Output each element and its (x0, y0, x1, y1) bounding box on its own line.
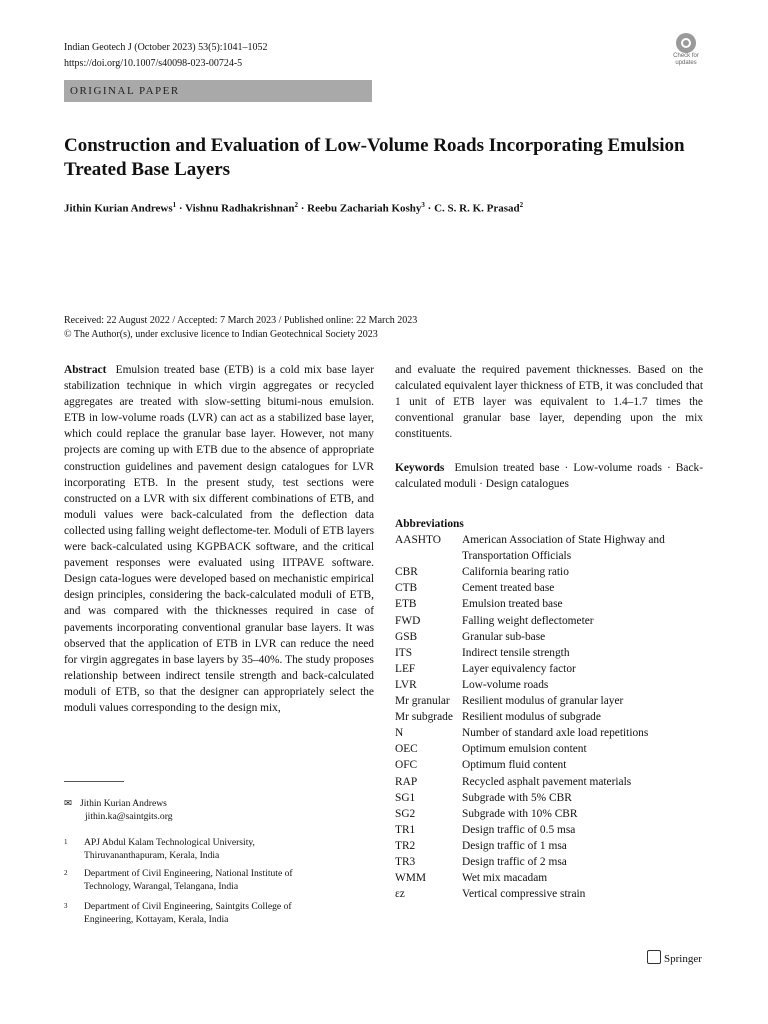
publisher-name: Springer (664, 953, 702, 965)
abbreviation-row (395, 596, 703, 612)
abbreviation-definition: Resilient modulus of subgrade (462, 711, 601, 724)
affiliation-number: 3 (64, 902, 68, 910)
abbreviation-term: CTB (395, 582, 418, 595)
affiliation-number: 1 (64, 838, 68, 846)
abbreviation-definition: Design traffic of 0.5 msa (462, 823, 576, 836)
affiliation-text: Department of Civil Engineering, Saintgits College of Engineering, Kottayam, Kerala, India (84, 901, 292, 925)
author-name[interactable]: Reebu Zachariah Koshy (307, 202, 422, 215)
abbreviations-heading: Abbreviations (395, 518, 464, 530)
affiliation (64, 836, 334, 862)
abbreviation-term: LVR (395, 678, 417, 691)
abbreviation-definition: Emulsion treated base (462, 598, 563, 611)
keywords-label: Keywords (395, 462, 445, 474)
abstract-text: Emulsion treated base (ETB) is a cold mix base layer stabilization technique in which virgin aggregates or recycled aggregates are treated with slow-setting bitumi-nous emulsion. ETB in low-volume roads (LVR) can act as a stabilized base layer, which could replace the granular base layer. However, not many projects are coming up with ETB due to the absence of appropriate construction guidelines and pavement design catalogues for LVR incorporating ETB. In the present study, test sections were constructed on a LVR with six different combinations of ETB, and moduli values were back-calculated from the deflection data collected using falling weight deflectome-ter. Moduli of ETB layers were back-calculated using KGPBACK software, and the critical pavement responses were evaluated using IITPAVE software. Design cata-logues were developed based on mechanistic empirical design principles, considering the back-calculated moduli of ETB, and was compared with the thicknesses required in case of pavements incorporating conventional granular base layers. It was observed that the application of ETB in LVR can reduce the need for virgin aggregates in base layers by 35–40%. The study proposes relationship between indirect tensile strength and back-calculated moduli of ETB, so that the designer can appropriately select the moduli values corresponding to the design mix, (64, 364, 375, 714)
abbreviation-row (395, 790, 703, 806)
abbreviation-definition: Wet mix macadam (462, 872, 548, 885)
abbreviation-definition: Vertical compressive strain (462, 888, 586, 901)
abbreviation-term: OFC (395, 759, 418, 772)
envelope-icon: ✉ (64, 798, 73, 809)
affiliation-number: 2 (64, 869, 68, 877)
correspondence (64, 797, 173, 823)
abbreviations-list (395, 516, 703, 902)
abbreviation-row (395, 854, 703, 870)
abstract-left-column (64, 362, 374, 716)
abbreviation-definition: Subgrade with 5% CBR (462, 791, 572, 804)
abbreviation-definition: Granular sub-base (462, 630, 546, 643)
author-name[interactable]: Jithin Kurian Andrews (64, 202, 173, 215)
check-for-updates-badge[interactable] (666, 30, 706, 70)
abbreviation-term: N (395, 727, 404, 740)
abbreviation-definition: Cement treated base (462, 582, 555, 595)
abbreviation-row (395, 661, 703, 677)
keywords-text: Emulsion treated base · Low-volume roads · Back-calculated moduli · Design catalogues (395, 462, 703, 491)
abbreviation-row (395, 725, 703, 741)
author-email[interactable]: jithin.ka@saintgits.org (85, 811, 173, 822)
author-affiliation-ref: 2 (519, 201, 524, 209)
publication-dates (64, 314, 417, 342)
paper-type-banner: ORIGINAL PAPER (64, 80, 372, 102)
abbreviation-definition: Design traffic of 2 msa (462, 855, 567, 868)
copyright-line: © The Author(s), under exclusive licence to Indian Geotechnical Society 2023 (64, 329, 378, 340)
author-affiliation-ref: 1 (172, 201, 177, 209)
springer-horse-icon (647, 950, 661, 964)
abbreviation-term: TR2 (395, 839, 416, 852)
update-check-icon (676, 33, 696, 53)
abbreviation-definition: Falling weight deflectometer (462, 614, 594, 627)
affiliation-text: Department of Civil Engineering, National Institute of Technology, Warangal, Telangana, India (84, 868, 293, 892)
abbreviation-definition: Layer equivalency factor (462, 662, 576, 675)
abbreviation-definition: Indirect tensile strength (462, 646, 570, 659)
corresponding-author: Jithin Kurian Andrews (80, 798, 167, 809)
abbreviation-definition: Recycled asphalt pavement materials (462, 775, 632, 788)
abbreviation-row (395, 838, 703, 854)
abbreviation-row (395, 677, 703, 693)
journal-citation: Indian Geotech J (October 2023) 53(5):1041–1052 (64, 42, 268, 53)
abbreviation-definition: Subgrade with 10% CBR (462, 807, 578, 820)
abbreviation-term: SG1 (395, 791, 416, 804)
journal-header (64, 40, 268, 72)
abbreviation-definition: Optimum emulsion content (462, 743, 587, 756)
abbreviation-term: Mr granular (395, 695, 450, 708)
abbreviation-term: RAP (395, 775, 418, 788)
abbreviation-definition: Number of standard axle load repetitions (462, 727, 649, 740)
abbreviation-definition: Low-volume roads (462, 678, 549, 691)
abbreviation-term: CBR (395, 566, 418, 579)
abbreviation-definition: Design traffic of 1 msa (462, 839, 567, 852)
abbreviation-row (395, 532, 703, 564)
abbreviation-row (395, 709, 703, 725)
abbreviation-row (395, 645, 703, 661)
abbreviation-term: FWD (395, 614, 421, 627)
author-affiliation-ref: 2 (294, 201, 298, 209)
abbreviation-row (395, 757, 703, 773)
abbreviation-term: WMM (395, 872, 427, 885)
abbreviation-row (395, 822, 703, 838)
abbreviation-term: TR1 (395, 823, 416, 836)
abbreviation-term: LEF (395, 662, 416, 675)
abbreviation-row (395, 886, 703, 902)
abbreviation-term: OEC (395, 743, 418, 756)
abbreviation-term: TR3 (395, 855, 416, 868)
affiliation-text: APJ Abdul Kalam Technological University, Thiruvananthapuram, Kerala, India (84, 837, 255, 861)
abbreviation-definition: Resilient modulus of granular layer (462, 695, 624, 708)
abbreviation-term: ETB (395, 598, 417, 611)
abbreviation-row (395, 806, 703, 822)
abbreviation-row (395, 741, 703, 757)
abbreviation-term: Mr subgrade (395, 711, 453, 724)
abbreviation-row (395, 580, 703, 596)
affiliation (64, 900, 334, 926)
abbreviation-row (395, 629, 703, 645)
abbreviation-row (395, 774, 703, 790)
badge-line2: updates (675, 60, 697, 66)
footnote-divider (64, 781, 124, 782)
abbreviation-row (395, 564, 703, 580)
keywords (395, 460, 703, 492)
author-list: Jithin Kurian Andrews$^1$ · Vishnu Radhakrishnan$^2$ · Reebu Zachariah Koshy$^3$ · C. S. R. K. Prasad$^2$ (64, 201, 524, 215)
dates-line: Received: 22 August 2022 / Accepted: 7 March 2023 / Published online: 22 March 2023 (64, 315, 418, 326)
affiliation (64, 867, 334, 893)
abbreviation-row (395, 613, 703, 629)
author-name[interactable]: C. S. R. K. Prasad (434, 202, 520, 215)
abbreviation-term: ITS (395, 646, 413, 659)
abstract-label: Abstract (64, 364, 107, 376)
abbreviation-term: εz (395, 888, 405, 901)
abstract-right-column: and evaluate the required pavement thicknesses. Based on the calculated equivalent layer thickness of ETB, it was concluded that 1 unit of ETB layer was equivalent to 1.4–1.7 times the conventional granular base layer, depending upon the mix constituents. (395, 364, 703, 441)
author-affiliation-ref: 3 (421, 201, 425, 209)
abbreviation-term: AASHTO (395, 534, 441, 547)
abbreviation-definition: American Association of State Highway and Transportation Officials (462, 534, 665, 563)
article-title: Construction and Evaluation of Low-Volume Roads Incorporating Emulsion Treated Base Layers (64, 135, 685, 180)
abbreviation-row (395, 693, 703, 709)
abbreviation-term: GSB (395, 630, 418, 643)
doi-link[interactable]: https://doi.org/10.1007/s40098-023-00724-5 (64, 58, 243, 69)
author-name[interactable]: Vishnu Radhakrishnan (185, 202, 295, 215)
badge-line1: Check for (673, 53, 699, 59)
abbreviation-definition: Optimum fluid content (462, 759, 567, 772)
abbreviation-definition: California bearing ratio (462, 566, 569, 579)
publisher-logo (647, 950, 702, 965)
abbreviation-term: SG2 (395, 807, 416, 820)
abbreviation-row (395, 870, 703, 886)
